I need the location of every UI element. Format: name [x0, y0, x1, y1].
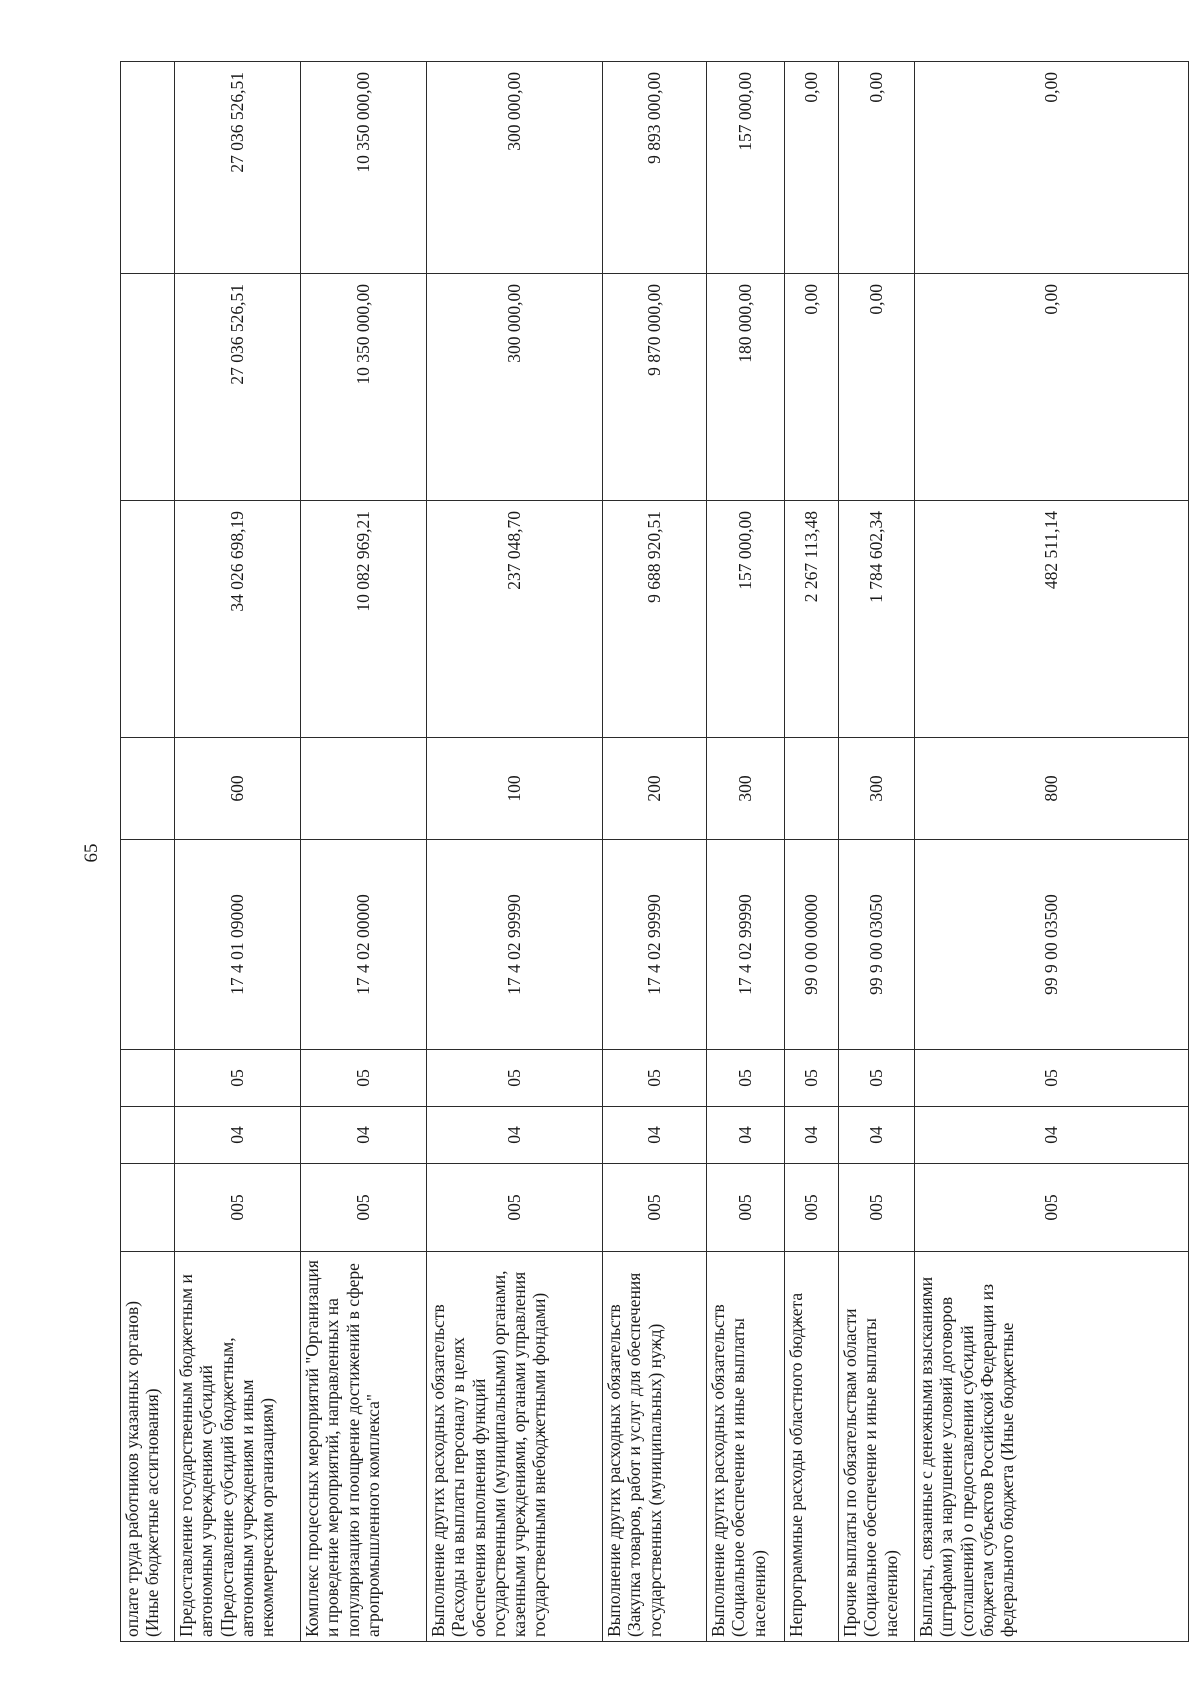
row-pr: 05 — [839, 1050, 915, 1107]
row-sum2: 9 870 000,00 — [603, 274, 707, 501]
row-pr — [121, 1050, 175, 1107]
row-pr: 05 — [603, 1050, 707, 1107]
row-vr: 600 — [175, 738, 301, 840]
row-vr — [785, 738, 839, 840]
row-name: Выплаты, связанные с денежными взысканиями (штрафами) за нарушение условий договоров (соглашений) о предоставлении субсидий бюджетам субъектов Российской Федерации из федерального бюджета (Иные бюджетные — [915, 1252, 1189, 1642]
row-sum2: 0,00 — [839, 274, 915, 501]
row-sum2: 300 000,00 — [427, 274, 603, 501]
table-row — [839, 62, 915, 1642]
row-pr: 05 — [175, 1050, 301, 1107]
row-sum3: 0,00 — [915, 62, 1189, 274]
table-row — [175, 62, 301, 1642]
row-vr — [301, 738, 427, 840]
row-ved: 005 — [839, 1164, 915, 1252]
row-csr: 17 4 02 99990 — [427, 840, 603, 1050]
row-name: Предоставление государственным бюджетным и автономным учреждениям субсидий (Предоставление субсидий бюджетным, автономным учреждениям и иным некоммерческим организациям) — [175, 1252, 301, 1642]
row-sum3: 10 350 000,00 — [301, 62, 427, 274]
row-vr — [121, 738, 175, 840]
row-rz: 04 — [707, 1107, 785, 1164]
row-sum2 — [121, 274, 175, 501]
row-rz: 04 — [427, 1107, 603, 1164]
row-vr: 300 — [707, 738, 785, 840]
row-rz: 04 — [603, 1107, 707, 1164]
row-pr: 05 — [785, 1050, 839, 1107]
row-sum3: 27 036 526,51 — [175, 62, 301, 274]
row-name: Прочие выплаты по обязательствам области (Социальное обеспечение и иные выплаты населению) — [839, 1252, 915, 1642]
row-sum3: 0,00 — [839, 62, 915, 274]
row-sum1 — [121, 501, 175, 738]
row-name: Непрограммные расходы областного бюджета — [785, 1252, 839, 1642]
row-sum1: 157 000,00 — [707, 501, 785, 738]
row-csr: 17 4 02 00000 — [301, 840, 427, 1050]
row-csr: 17 4 02 99990 — [603, 840, 707, 1050]
row-ved — [121, 1164, 175, 1252]
row-vr: 800 — [915, 738, 1189, 840]
row-sum2: 180 000,00 — [707, 274, 785, 501]
table-row — [603, 62, 707, 1642]
row-csr: 99 9 00 03050 — [839, 840, 915, 1050]
table-body — [121, 62, 1189, 1642]
row-sum1: 237 048,70 — [427, 501, 603, 738]
row-sum1: 482 511,14 — [915, 501, 1189, 738]
row-sum1: 10 082 969,21 — [301, 501, 427, 738]
table-row — [301, 62, 427, 1642]
row-rz: 04 — [915, 1107, 1189, 1164]
row-sum1: 34 026 698,19 — [175, 501, 301, 738]
table-row — [707, 62, 785, 1642]
row-sum3: 157 000,00 — [707, 62, 785, 274]
row-ved: 005 — [175, 1164, 301, 1252]
row-sum3: 0,00 — [785, 62, 839, 274]
row-vr: 200 — [603, 738, 707, 840]
rotated-table-container — [120, 62, 1188, 1642]
row-rz: 04 — [301, 1107, 427, 1164]
row-name: оплате труда работников указанных органов) (Иные бюджетные ассигнования) — [121, 1252, 175, 1642]
row-sum2: 0,00 — [915, 274, 1189, 501]
row-ved: 005 — [707, 1164, 785, 1252]
row-sum3 — [121, 62, 175, 274]
row-sum2: 0,00 — [785, 274, 839, 501]
row-csr: 99 9 00 03500 — [915, 840, 1189, 1050]
table-row — [427, 62, 603, 1642]
row-ved: 005 — [427, 1164, 603, 1252]
row-ved: 005 — [603, 1164, 707, 1252]
row-rz — [121, 1107, 175, 1164]
row-rz: 04 — [839, 1107, 915, 1164]
row-pr: 05 — [301, 1050, 427, 1107]
row-sum2: 27 036 526,51 — [175, 274, 301, 501]
table-row — [121, 62, 175, 1642]
row-sum3: 300 000,00 — [427, 62, 603, 274]
row-rz: 04 — [785, 1107, 839, 1164]
row-csr — [121, 840, 175, 1050]
row-vr: 300 — [839, 738, 915, 840]
row-name: Комплекс процессных мероприятий "Организация и проведение мероприятий, направленных на популяризацию и поощрение достижений в сфере агропромышленного комплекса" — [301, 1252, 427, 1642]
page-number: 65 — [81, 843, 102, 863]
row-ved: 005 — [915, 1164, 1189, 1252]
row-sum1: 1 784 602,34 — [839, 501, 915, 738]
table-row — [785, 62, 839, 1642]
row-sum1: 9 688 920,51 — [603, 501, 707, 738]
row-vr: 100 — [427, 738, 603, 840]
row-name: Выполнение других расходных обязательств (Социальное обеспечение и иные выплаты населению) — [707, 1252, 785, 1642]
row-csr: 17 4 02 99990 — [707, 840, 785, 1050]
row-sum1: 2 267 113,48 — [785, 501, 839, 738]
row-csr: 99 0 00 00000 — [785, 840, 839, 1050]
table-row — [915, 62, 1189, 1642]
row-sum2: 10 350 000,00 — [301, 274, 427, 501]
row-pr: 05 — [427, 1050, 603, 1107]
budget-table — [120, 61, 1189, 1642]
row-pr: 05 — [915, 1050, 1189, 1107]
row-ved: 005 — [785, 1164, 839, 1252]
row-rz: 04 — [175, 1107, 301, 1164]
row-name: Выполнение других расходных обязательств (Расходы на выплаты персоналу в целях обеспечения выполнения функций государственными (муниципальными) органами, казенными учреждениями, органами управления государственными внебюджетными фондами) — [427, 1252, 603, 1642]
row-name: Выполнение других расходных обязательств (Закупка товаров, работ и услуг для обеспечения государственных (муниципальных) нужд) — [603, 1252, 707, 1642]
row-csr: 17 4 01 09000 — [175, 840, 301, 1050]
row-pr: 05 — [707, 1050, 785, 1107]
row-ved: 005 — [301, 1164, 427, 1252]
row-sum3: 9 893 000,00 — [603, 62, 707, 274]
